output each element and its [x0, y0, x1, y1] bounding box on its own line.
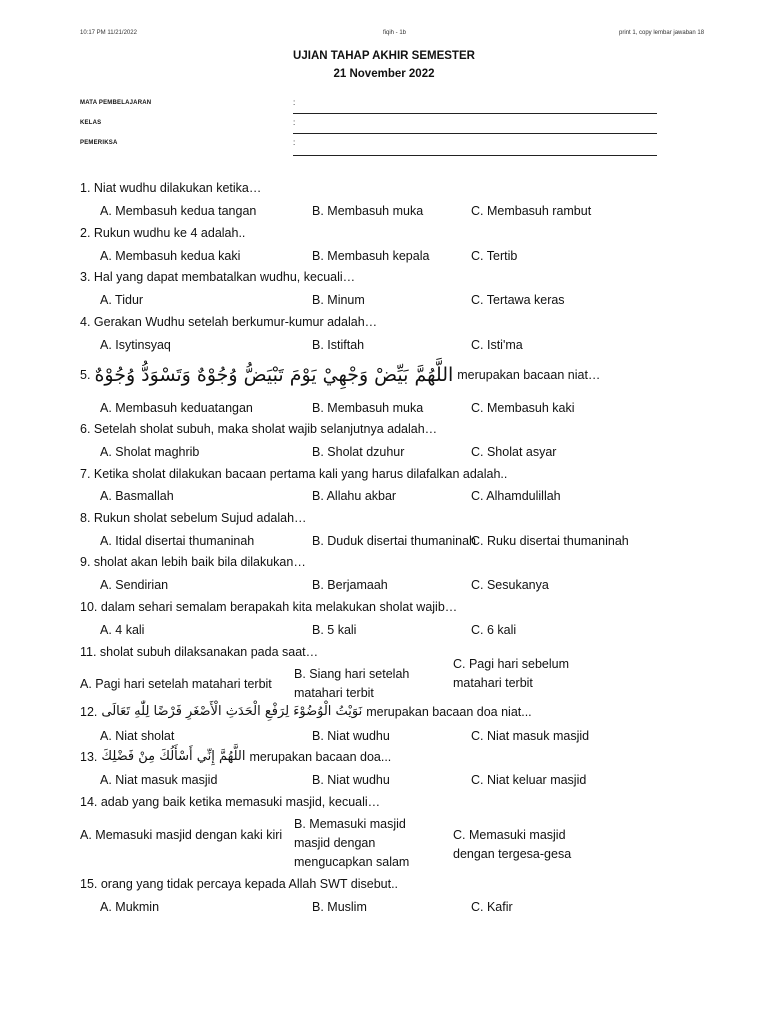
- option-4c[interactable]: C. Isti'ma: [471, 338, 523, 352]
- question-8: 8. Rukun sholat sebelum Sujud adalah…: [80, 511, 307, 525]
- header-datetime: 10:17 PM 11/21/2022: [80, 30, 137, 36]
- option-8b[interactable]: B. Duduk disertai thumaninah: [312, 534, 476, 548]
- question-13: [80, 749, 391, 764]
- option-4a[interactable]: A. Isytinsyaq: [100, 338, 171, 352]
- option-15b[interactable]: B. Muslim: [312, 900, 367, 914]
- field-colon: :: [293, 98, 296, 107]
- question-11: 11. sholat subuh dilaksanakan pada saat…: [80, 645, 319, 659]
- option-9b[interactable]: B. Berjamaah: [312, 578, 388, 592]
- question-5-number: 5.: [80, 368, 91, 382]
- field-line-examiner[interactable]: [293, 155, 657, 156]
- option-9a[interactable]: A. Sendirian: [100, 578, 169, 592]
- field-colon: :: [293, 138, 296, 147]
- question-2: 2. Rukun wudhu ke 4 adalah..: [80, 226, 246, 240]
- option-1b[interactable]: B. Membasuh muka: [312, 204, 424, 218]
- option-4b[interactable]: B. Istiftah: [312, 338, 365, 352]
- option-3a[interactable]: A. Tidur: [100, 293, 144, 307]
- exam-date: 21 November 2022: [333, 68, 435, 80]
- question-12-arabic-text: نَوَيْتُ الْوُضُوْءَ لِرَفْعِ الْحَدَثِ الْأَصْغَرِ فَرْضًا لِلّٰهِ تَعَالَى: [101, 704, 363, 719]
- header-note: print 1, copy lembar jawaban 18: [619, 30, 705, 36]
- question-7: 7. Ketika sholat dilakukan bacaan pertama kali yang harus dilafalkan adalah..: [80, 467, 508, 481]
- option-7c[interactable]: C. Alhamdulillah: [471, 489, 561, 503]
- option-8a[interactable]: A. Itidal disertai thumaninah: [100, 534, 255, 548]
- field-line-class[interactable]: [293, 133, 657, 134]
- option-2b[interactable]: B. Membasuh kepala: [312, 249, 430, 263]
- question-5: [80, 364, 600, 386]
- question-13-number: 13.: [80, 749, 98, 764]
- option-1c[interactable]: C. Membasuh rambut: [471, 204, 592, 218]
- option-3c[interactable]: C. Tertawa keras: [471, 293, 565, 307]
- option-15c[interactable]: C. Kafir: [471, 900, 513, 914]
- option-6b[interactable]: B. Sholat dzuhur: [312, 445, 405, 459]
- option-2c[interactable]: C. Tertib: [471, 249, 518, 263]
- option-1a[interactable]: A. Membasuh kedua tangan: [100, 204, 257, 218]
- option-7b[interactable]: B. Allahu akbar: [312, 489, 397, 503]
- option-5a[interactable]: A. Membasuh keduatangan: [100, 401, 253, 415]
- option-10b[interactable]: B. 5 kali: [312, 623, 357, 637]
- question-13-suffix: merupakan bacaan doa...: [249, 749, 392, 764]
- option-5b[interactable]: B. Membasuh muka: [312, 401, 424, 415]
- option-13c[interactable]: C. Niat keluar masjid: [471, 773, 587, 787]
- option-13b[interactable]: B. Niat wudhu: [312, 773, 390, 787]
- option-7a[interactable]: A. Basmallah: [100, 489, 174, 503]
- option-10a[interactable]: A. 4 kali: [100, 623, 145, 637]
- question-6: 6. Setelah sholat subuh, maka sholat wajib selanjutnya adalah…: [80, 422, 438, 436]
- field-line-subject[interactable]: [293, 113, 657, 114]
- option-3b[interactable]: B. Minum: [312, 293, 365, 307]
- option-11c[interactable]: C. Pagi hari sebelum matahari terbit: [453, 657, 570, 690]
- question-13-arabic-text: اللَّهُمَّ إِنِّي أَسْأَلُكَ مِنْ فَضْلِكَ: [101, 749, 246, 764]
- option-12a[interactable]: A. Niat sholat: [100, 729, 175, 743]
- option-13a[interactable]: A. Niat masuk masjid: [100, 773, 218, 787]
- option-8c[interactable]: C. Ruku disertai thumaninah: [471, 534, 629, 548]
- option-9c[interactable]: C. Sesukanya: [471, 578, 549, 592]
- option-14c[interactable]: C. Memasuki masjid dengan tergesa-gesa: [453, 828, 572, 861]
- question-10: 10. dalam sehari semalam berapakah kita melakukan sholat wajib…: [80, 600, 458, 614]
- question-9: 9. sholat akan lebih baik bila dilakukan…: [80, 555, 306, 569]
- question-12: [80, 704, 532, 719]
- option-6a[interactable]: A. Sholat maghrib: [100, 445, 200, 459]
- field-label-class: KELAS: [80, 120, 102, 126]
- question-12-suffix: merupakan bacaan doa niat...: [366, 704, 532, 719]
- option-10c[interactable]: C. 6 kali: [471, 623, 517, 637]
- option-11b[interactable]: B. Siang hari setelah matahari terbit: [294, 667, 410, 700]
- field-colon: :: [293, 118, 296, 127]
- field-label-examiner: PEMERIKSA: [80, 140, 118, 146]
- option-5c[interactable]: C. Membasuh kaki: [471, 401, 575, 415]
- option-14a[interactable]: A. Memasuki masjid dengan kaki kiri: [80, 828, 283, 842]
- exam-title: UJIAN TAHAP AKHIR SEMESTER: [293, 50, 475, 62]
- option-6c[interactable]: C. Sholat asyar: [471, 445, 557, 459]
- field-label-subject: MATA PEMBELAJARAN: [80, 100, 152, 106]
- option-2a[interactable]: A. Membasuh kedua kaki: [100, 249, 241, 263]
- question-3: 3. Hal yang dapat membatalkan wudhu, kecuali…: [80, 270, 356, 284]
- option-15a[interactable]: A. Mukmin: [100, 900, 160, 914]
- question-4: 4. Gerakan Wudhu setelah berkumur-kumur adalah…: [80, 315, 378, 329]
- option-12c[interactable]: C. Niat masuk masjid: [471, 729, 590, 743]
- option-14b[interactable]: B. Memasuki masjid masjid dengan mengucapkan salam: [294, 817, 410, 869]
- option-12b[interactable]: B. Niat wudhu: [312, 729, 390, 743]
- question-15: 15. orang yang tidak percaya kepada Allah SWT disebut..: [80, 877, 399, 891]
- question-1: 1. Niat wudhu dilakukan ketika…: [80, 181, 262, 195]
- header-filename: fiqih - 1b: [383, 30, 407, 36]
- question-12-number: 12.: [80, 704, 98, 719]
- question-5-suffix: merupakan bacaan niat…: [457, 368, 601, 382]
- question-14: 14. adab yang baik ketika memasuki masjid, kecuali…: [80, 795, 381, 809]
- option-11a[interactable]: A. Pagi hari setelah matahari terbit: [80, 677, 272, 691]
- question-5-arabic-text: اللَّهُمَّ بَيِّضْ وَجْهِيْ يَوْمَ تَبْيَضُّ وُجُوْهٌ وَتَسْوَدُّ وُجُوْهٌ: [94, 364, 454, 386]
